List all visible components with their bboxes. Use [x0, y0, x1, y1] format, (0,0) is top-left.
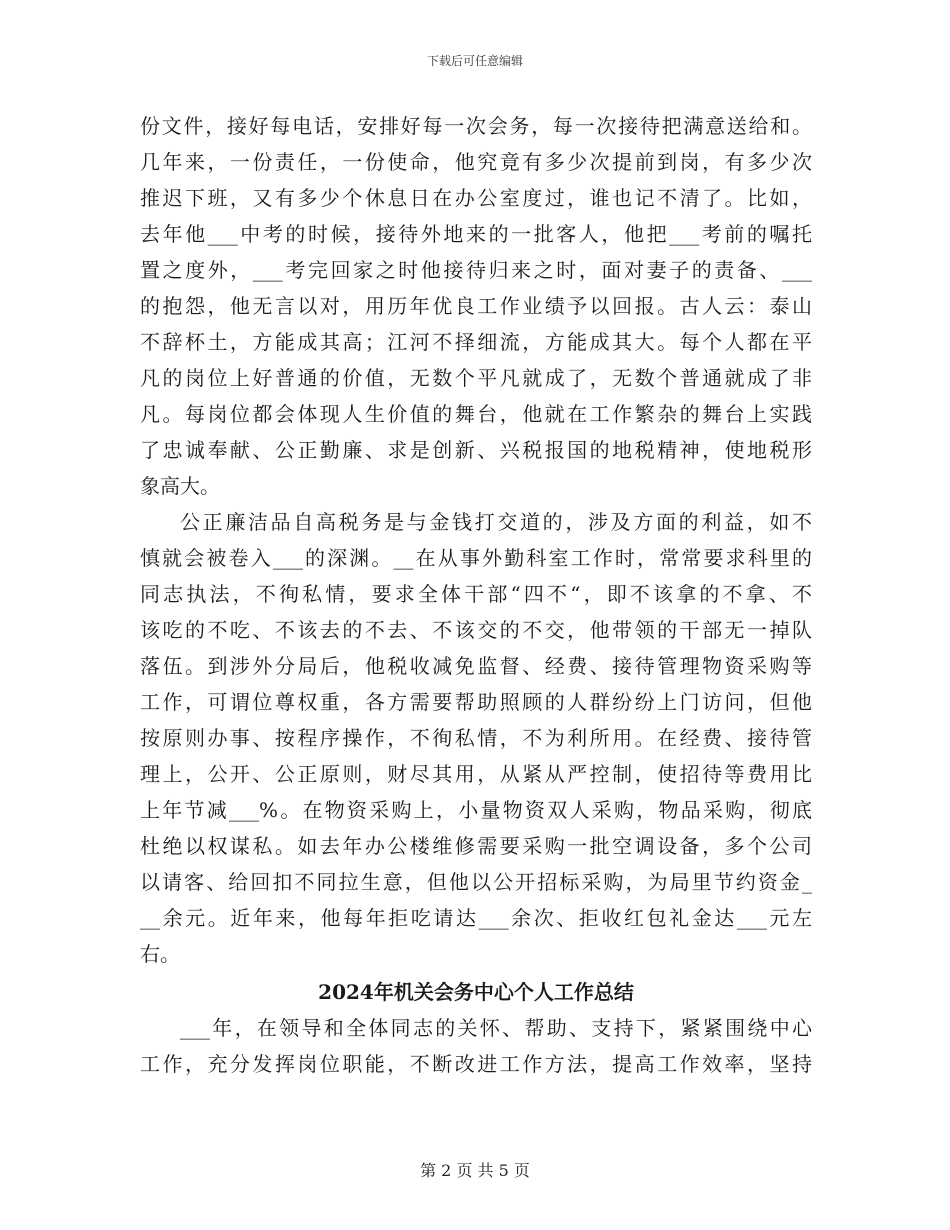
- paragraph-1: [140, 108, 812, 504]
- text-line: 份文件，接好每电话，安排好每一次会务，每一次接待把满意送给和。: [140, 114, 812, 138]
- text-line: 右。: [140, 942, 180, 966]
- text-line: 同志执法，不徇私情，要求全体干部“四不“，即不该拿的不拿、不: [140, 582, 812, 606]
- text-line: __余元。近年来，他每年拒吃请达___余次、拒收红包礼金达___元左: [140, 906, 812, 930]
- text-line: 的抱怨，他无言以对，用历年优良工作业绩予以回报。古人云：泰山: [140, 294, 812, 318]
- text-line: 落伍。到涉外分局后，他税收减免监督、经费、接待管理物资采购等: [140, 654, 812, 678]
- document-body: [140, 108, 812, 1082]
- text-line: 不辞杯土，方能成其高；江河不择细流，方能成其大。每个人都在平: [140, 330, 812, 354]
- text-line: 去年他___中考的时候，接待外地来的一批客人，他把___考前的嘱托: [140, 222, 812, 246]
- text-line: 公正廉洁品自高税务是与金钱打交道的，涉及方面的利益，如不: [180, 510, 812, 534]
- text-line: 凡的岗位上好普通的价值，无数个平凡就成了，无数个普通就成了非: [140, 366, 812, 390]
- text-line: 按原则办事、按程序操作，不徇私情，不为利所用。在经费、接待管: [140, 726, 812, 750]
- page-number: 第 2 页 共 5 页: [420, 1161, 530, 1180]
- text-line: 推迟下班，又有多少个休息日在办公室度过，谁也记不清了。比如，: [140, 186, 812, 210]
- text-line: 上年节减___%。在物资采购上，小量物资双人采购，物品采购，彻底: [140, 798, 812, 822]
- text-line: 以请客、给回扣不同拉生意，但他以公开招标采购，为局里节约资金_: [140, 870, 812, 894]
- text-line: 置之度外，___考完回家之时他接待归来之时，面对妻子的责备、___: [140, 258, 812, 282]
- text-line: 几年来，一份责任，一份使命，他究竟有多少次提前到岗，有多少次: [140, 150, 812, 174]
- text-line: 慎就会被卷入___的深渊。__在从事外勤科室工作时，常常要求科里的: [140, 546, 812, 570]
- text-line: 该吃的不吃、不该去的不去、不该交的不交，他带领的干部无一掉队: [140, 618, 812, 642]
- text-line: ___年，在领导和全体同志的关怀、帮助、支持下，紧紧围绕中心: [180, 1016, 812, 1040]
- text-line: 杜绝以权谋私。如去年办公楼维修需要采购一批空调设备，多个公司: [140, 834, 812, 858]
- text-line: 理上，公开、公正原则，财尽其用，从紧从严控制，使招待等费用比: [140, 762, 812, 786]
- section-title: 2024年机关会务中心个人工作总结: [318, 980, 634, 1004]
- paragraph-3: [140, 1010, 812, 1082]
- text-line: 了忠诚奉献、公正勤廉、求是创新、兴税报国的地税精神，使地税形: [140, 438, 812, 462]
- text-line: 凡。每岗位都会体现人生价值的舞台，他就在工作繁杂的舞台上实践: [140, 402, 812, 426]
- paragraph-2: [140, 504, 812, 972]
- text-line: 工作，可谓位尊权重，各方需要帮助照顾的人群纷纷上门访问，但他: [140, 690, 812, 714]
- text-line: 工作，充分发挥岗位职能，不断改进工作方法，提高工作效率，坚持: [140, 1052, 812, 1076]
- text-line: 象高大。: [140, 474, 220, 498]
- page-header: 下载后可任意编辑: [426, 54, 523, 68]
